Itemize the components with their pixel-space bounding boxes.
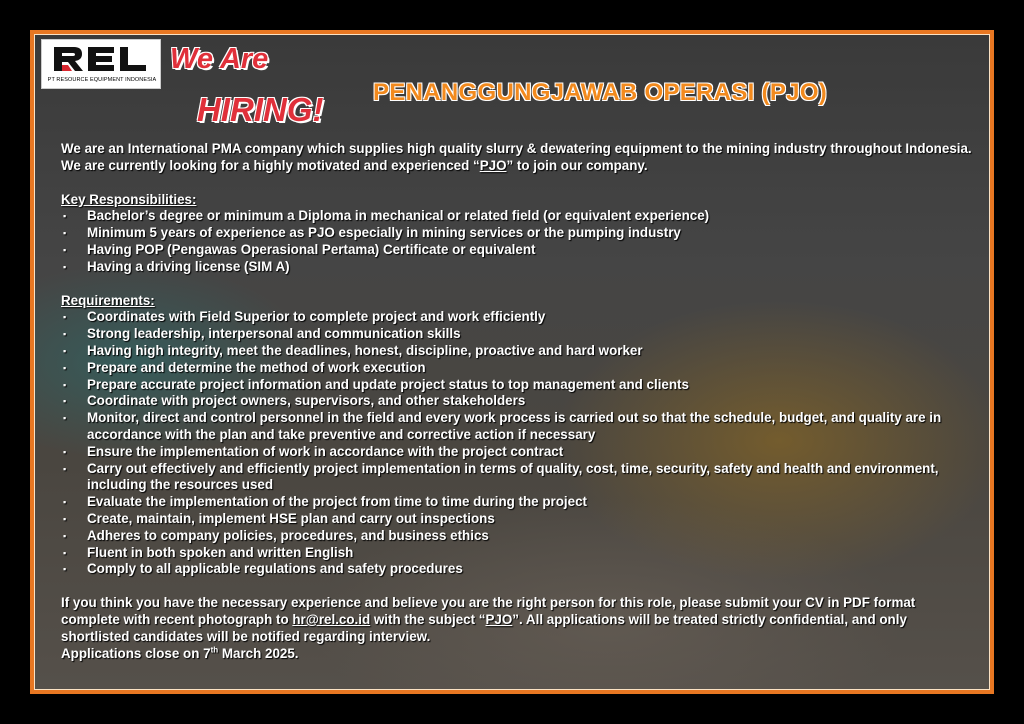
bullet-icon: ▪: [63, 345, 67, 356]
application-deadline: Applications close on 7th March 2025.: [61, 645, 299, 661]
bullet-icon: ▪: [63, 244, 67, 255]
list-item-text: Having POP (Pengawas Operasional Pertama) Certificate or equivalent: [87, 241, 536, 257]
list-item: [61, 444, 973, 461]
bullet-icon: ▪: [63, 396, 67, 407]
contact-email-link[interactable]: hr@rel.co.id: [292, 611, 371, 627]
bullet-icon: ▪: [63, 497, 67, 508]
bullet-icon: ▪: [63, 547, 67, 558]
job-title: PENANGGUNGJAWAB OPERASI (PJO): [373, 79, 828, 106]
list-item: [61, 410, 973, 444]
bullet-icon: ▪: [63, 463, 67, 474]
list-item: [61, 545, 973, 562]
bullet-icon: ▪: [63, 228, 67, 239]
logo-tagline: PT RESOURCE EQUIPMENT INDONESIA: [47, 77, 157, 83]
bullet-icon: ▪: [63, 446, 67, 457]
list-item: [61, 309, 973, 326]
intro-paragraph: We are an International PMA company which supplies high quality slurry & dewatering equipment to the mining industry throughout Indonesia. We are currently looking for a highly motivated and experienced “PJO” to join our company.: [61, 141, 972, 173]
poster-frame: [30, 30, 994, 694]
bullet-icon: ▪: [63, 362, 67, 373]
headline-hiring: HIRING!: [197, 91, 324, 128]
key-responsibilities-list: [61, 208, 973, 275]
requirements-heading: Requirements:: [61, 292, 155, 308]
list-item-text: Evaluate the implementation of the project from time to time during the project: [87, 494, 587, 510]
key-responsibilities-heading: Key Responsibilities:: [61, 191, 197, 207]
list-item: [61, 494, 973, 511]
bullet-icon: ▪: [63, 211, 67, 222]
list-item: [61, 259, 973, 276]
list-item-text: Adheres to company policies, procedures, and business ethics: [87, 527, 489, 543]
list-item-text: Having high integrity, meet the deadlines, honest, discipline, proactive and hard worker: [87, 342, 643, 358]
list-item-text: Carry out effectively and efficiently project implementation in terms of quality, cost, time, security, safety and health and environment, including the resources used: [87, 460, 939, 493]
list-item: [61, 225, 973, 242]
list-item: [61, 360, 973, 377]
list-item: [61, 377, 973, 394]
bullet-icon: ▪: [63, 564, 67, 575]
bullet-icon: ▪: [63, 379, 67, 390]
list-item: [61, 343, 973, 360]
closing-paragraph: If you think you have the necessary experience and believe you are the right person for this role, please submit your CV in PDF format complete with recent photograph to hr@rel.co.id with the subject “PJO”. All applications will be treated strictly confidential, and only shortlisted candidates will be notified regarding interview.: [61, 595, 916, 644]
list-item: [61, 326, 973, 343]
list-item: [61, 242, 973, 259]
list-item-text: Bachelor’s degree or minimum a Diploma in mechanical or related field (or equivalent experience): [87, 208, 710, 224]
list-item-text: Prepare and determine the method of work execution: [87, 359, 426, 375]
list-item: [61, 511, 973, 528]
subject-code: PJO: [485, 611, 513, 627]
bullet-icon: ▪: [63, 530, 67, 541]
bullet-icon: ▪: [63, 261, 67, 272]
bullet-icon: ▪: [63, 513, 67, 524]
job-description: [61, 141, 973, 662]
list-item-text: Monitor, direct and control personnel in the field and every work process is carried out so that the schedule, budget, and quality are in accordance with the plan and take preventive and corrective action if necessary: [87, 410, 942, 442]
list-item-text: Fluent in both spoken and written English: [87, 544, 354, 560]
list-item-text: Minimum 5 years of experience as PJO especially in mining services or the pumping industry: [87, 225, 681, 241]
list-item: [61, 393, 973, 410]
list-item: [61, 208, 973, 225]
headline-we-are: We Are: [170, 43, 269, 75]
list-item-text: Having a driving license (SIM A): [87, 258, 290, 274]
bullet-icon: ▪: [63, 329, 67, 340]
rel-logo-icon: [52, 43, 150, 75]
list-item-text: Prepare accurate project information and update project status to top management and clients: [87, 376, 689, 392]
bullet-icon: ▪: [63, 312, 67, 323]
requirements-list: [61, 309, 973, 578]
role-code: PJO: [479, 157, 507, 173]
list-item-text: Strong leadership, interpersonal and communication skills: [87, 326, 461, 342]
poster-background: [34, 34, 990, 690]
company-logo: [41, 39, 161, 89]
list-item: [61, 461, 973, 495]
list-item-text: Comply to all applicable regulations and safety procedures: [87, 561, 463, 577]
list-item-text: Coordinates with Field Superior to complete project and work efficiently: [87, 309, 546, 325]
list-item-text: Coordinate with project owners, supervisors, and other stakeholders: [87, 393, 526, 409]
list-item-text: Ensure the implementation of work in accordance with the project contract: [87, 443, 564, 459]
list-item-text: Create, maintain, implement HSE plan and carry out inspections: [87, 510, 495, 526]
list-item: [61, 528, 973, 545]
list-item: [61, 561, 973, 578]
bullet-icon: ▪: [63, 413, 67, 424]
